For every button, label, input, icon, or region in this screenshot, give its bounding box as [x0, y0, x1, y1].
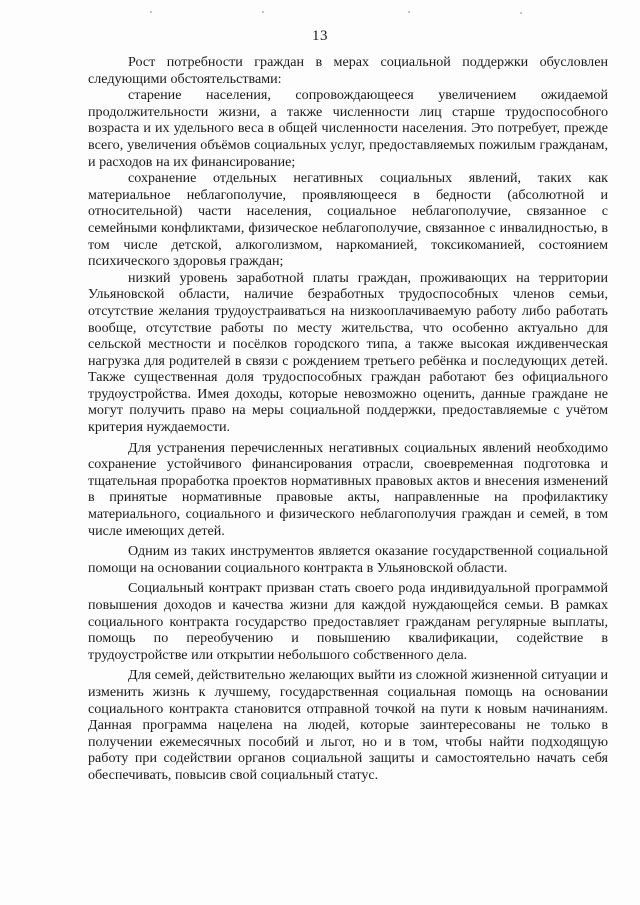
- paragraph: старение населения, сопровождающееся увеличением ожидаемой продолжительности жизни, а также численности лиц старше трудоспособного возраста и их удельного веса в общей численности населения. Это потребует, прежде всего, увеличения объёмов социальных услуг, предоставляемых пожилым гражданам, и расходов на их финансирование;: [88, 87, 608, 170]
- scan-artifact: [262, 11, 264, 13]
- scan-artifact: [520, 12, 522, 14]
- paragraph: Для устранения перечисленных негативных социальных явлений необходимо сохранение устойчивого финансирования отрасли, своевременная подготовка и тщательная проработка проектов нормативных правовых актов и внесения изменений в принятые нормативные правовые акты, направленные на профилактику материального, социального и физического неблагополучия граждан и семей, в том числе имеющих детей.: [88, 439, 608, 539]
- page-number: 13: [312, 28, 328, 44]
- paragraph: сохранение отдельных негативных социальных явлений, таких как материальное неблагополучие, проявляющееся в бедности (абсолютной и относительной) части населения, социальное неблагополучие, связанное с семейными конфликтами, физическое неблагополучие, связанное с инвалидностью, в том числе детской, алкоголизмом, наркоманией, токсикоманией, состоянием психического здоровья граждан;: [88, 170, 608, 270]
- paragraph: Рост потребности граждан в мерах социальной поддержки обусловлен следующими обстоятельствами:: [88, 54, 608, 87]
- paragraph: Для семей, действительно желающих выйти из сложной жизненной ситуации и изменить жизнь к лучшему, государственная социальная помощь на основании социального контракта становится отправной точкой на пути к новым начинаниям. Данная программа нацелена на людей, которые заинтересованы не только в получении ежемесячных пособий и льгот, но и в том, чтобы найти подходящую работу при содействии органов социальной защиты и самостоятельно начать себя обеспечивать, повысив свой социальный статус.: [88, 667, 608, 783]
- document-body: [88, 54, 608, 784]
- paragraph: Социальный контракт призван стать своего рода индивидуальной программой повышения доходов и качества жизни для каждой нуждающейся семьи. В рамках социального контракта государство предоставляет гражданам регулярные выплаты, помощь по переобучению и повышению квалификации, содействие в трудоустройстве или открытии небольшого собственного дела.: [88, 580, 608, 663]
- paragraph: низкий уровень заработной платы граждан, проживающих на территории Ульяновской области, наличие безработных трудоспособных членов семьи, отсутствие желания трудоустраиваться на низкооплачиваемую работу либо работать вообще, отсутствие работы по месту жительства, что особенно актуально для сельской местности и посёлков городского типа, а также высокая иждивенческая нагрузка для родителей в связи с рождением третьего ребёнка и последующих детей. Также существенная доля трудоспособных граждан работают без официального трудоустройства. Имея доходы, которые невозможно оценить, данные граждане не могут получить право на меры социальной поддержки, предоставляемые с учётом критерия нуждаемости.: [88, 269, 608, 436]
- scan-artifact: [408, 11, 410, 13]
- paragraph: Одним из таких инструментов является оказание государственной социальной помощи на основании социального контракта в Ульяновской области.: [88, 543, 608, 576]
- scan-artifact: [150, 11, 152, 13]
